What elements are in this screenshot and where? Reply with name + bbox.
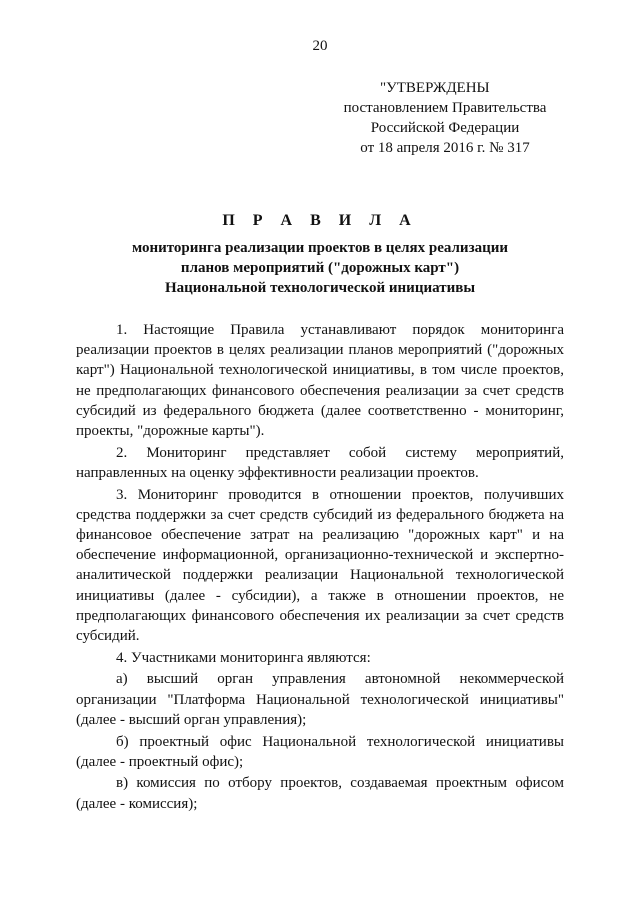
subtitle-line-3: Национальной технологической инициативы	[164, 280, 476, 296]
approval-title: "УТВЕРЖДЕНЫ	[380, 80, 490, 96]
paragraph-4b: б) проектный офис Национальной технологической инициативы (далее - проектный офис);	[76, 733, 564, 770]
approval-decree: постановлением Правительства	[343, 100, 547, 116]
approval-stamp	[330, 78, 560, 158]
paragraph-3: 3. Мониторинг проводится в отношении проектов, получивших средства поддержки за счет средств субсидий из федерального бюджета на финансовое обеспечение затрат на реализацию "дорожных карт" и на обеспечение информационной, организационно-технической и экспертно-аналитической поддержки реализации Национальной технологической инициативы (далее - субсидии), а также в отношении проектов, не предполагающих финансового обеспечения их реализации за счет средств субсидий.	[76, 486, 564, 645]
paragraph-4a: а) высший орган управления автономной некоммерческой организации "Платформа Национальной технологической инициативы" (далее - высший орган управления);	[76, 671, 564, 728]
paragraph-2: 2. Мониторинг представляет собой систему мероприятий, направленных на оценку эффективности реализации проектов.	[76, 444, 564, 481]
approval-country: Российской Федерации	[370, 120, 520, 136]
document-body	[76, 320, 564, 815]
page-number: 20	[312, 38, 328, 54]
subtitle-line-1: мониторинга реализации проектов в целях реализации	[131, 240, 509, 256]
document-title: П Р А В И Л А	[222, 212, 418, 229]
paragraph-4c: в) комиссия по отбору проектов, создаваемая проектным офисом (далее - комиссия);	[76, 775, 564, 812]
approval-date: от 18 апреля 2016 г. № 317	[360, 140, 530, 156]
document-subtitle	[100, 238, 540, 298]
paragraph-4: 4. Участниками мониторинга являются:	[116, 649, 371, 666]
subtitle-line-2: планов мероприятий ("дорожных карт")	[180, 260, 460, 276]
paragraph-1: 1. Настоящие Правила устанавливают порядок мониторинга реализации проектов в целях реализации планов мероприятий ("дорожных карт") Национальной технологической инициативы, в том числе проектов, не предполагающих финансового обеспечения реализации за счет средств субсидий из федерального бюджета (далее соответственно - мониторинг, проекты, "дорожные карты").	[76, 322, 564, 440]
